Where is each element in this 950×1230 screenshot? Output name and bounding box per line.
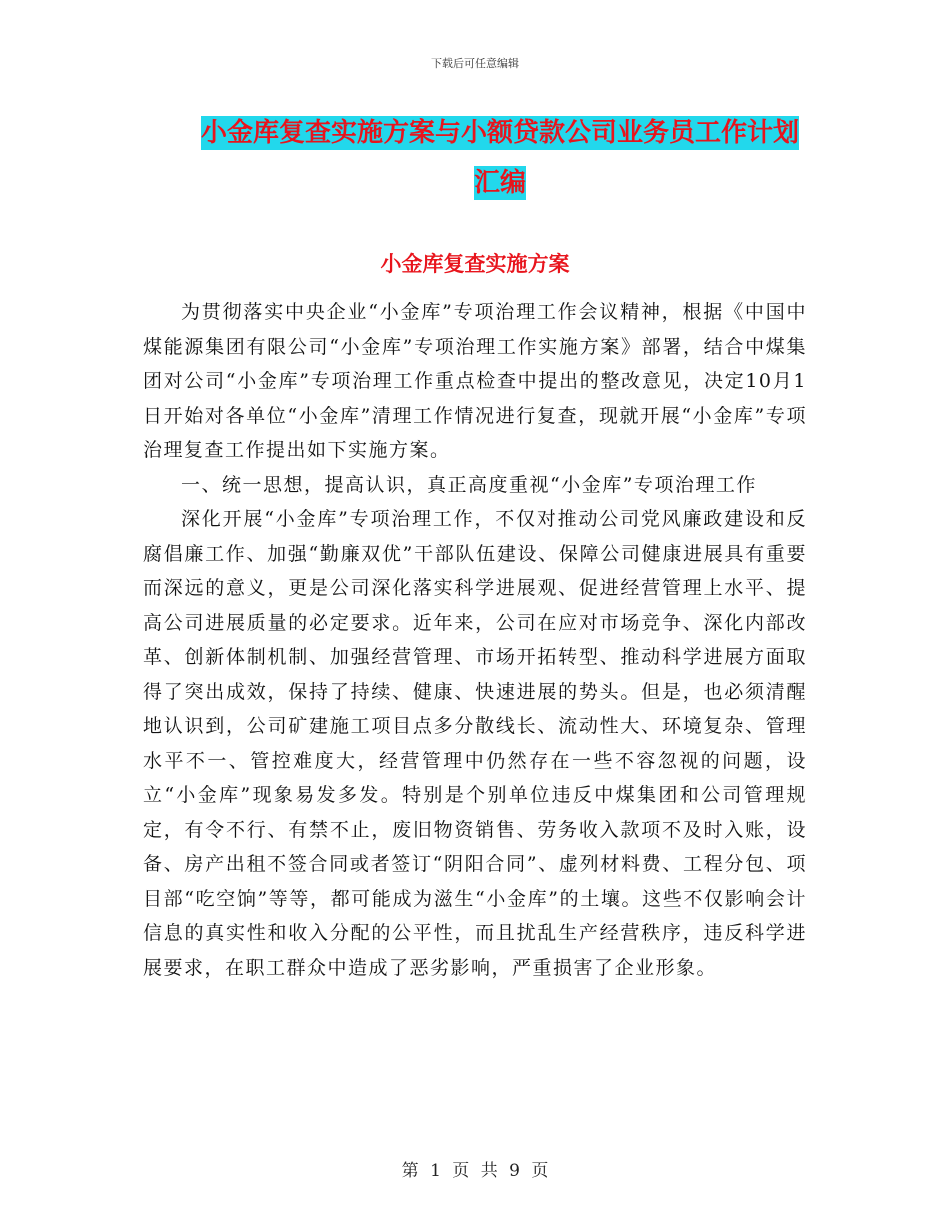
document-title-line2: 汇编: [473, 168, 526, 198]
paragraph: 为贯彻落实中央企业“小金库”专项治理工作会议精神，根据《中国中煤能源集团有限公司“小金库”专项治理工作实施方案》部署，结合中煤集团对公司“小金库”专项治理工作重点检查中提出的整改意见，决定10月1日开始对各单位“小金库”清理工作情况进行复查，现就开展“小金库”专项治理复查工作提出如下实施方案。: [143, 301, 807, 461]
header-note: 下载后可任意编辑: [431, 57, 519, 70]
document-title: [145, 108, 855, 208]
document-title-line1: 小金库复查实施方案与小额贷款公司业务员工作计划: [200, 118, 799, 148]
paragraph: 一、统一思想，提高认识，真正高度重视“小金库”专项治理工作: [181, 473, 757, 496]
section-title: 小金库复查实施方案: [380, 252, 570, 276]
page-number: 第 1 页 共 9 页: [401, 1161, 549, 1181]
document-body: [143, 295, 807, 985]
paragraph: 深化开展“小金库”专项治理工作，不仅对推动公司党风廉政建设和反腐倡廉工作、加强“勤廉双优”干部队伍建设、保障公司健康进展具有重要而深远的意义，更是公司深化落实科学进展观、促进经营管理上水平、提高公司进展质量的必定要求。近年来，公司在应对市场竞争、深化内部改革、创新体制机制、加强经营管理、市场开拓转型、推动科学进展方面取得了突出成效，保持了持续、健康、快速进展的势头。但是，也必须清醒地认识到，公司矿建施工项目点多分散线长、流动性大、环境复杂、管理水平不一、管控难度大，经营管理中仍然存在一些不容忽视的问题，设立“小金库”现象易发多发。特别是个别单位违反中煤集团和公司管理规定，有令不行、有禁不止，废旧物资销售、劳务收入款项不及时入账，设备、房产出租不签合同或者签订“阴阳合同”、虚列材料费、工程分包、项目部“吃空饷”等等，都可能成为滋生“小金库”的土壤。这些不仅影响会计信息的真实性和收入分配的公平性，而且扰乱生产经营秩序，违反科学进展要求，在职工群众中造成了恶劣影响，严重损害了企业形象。: [143, 508, 807, 979]
